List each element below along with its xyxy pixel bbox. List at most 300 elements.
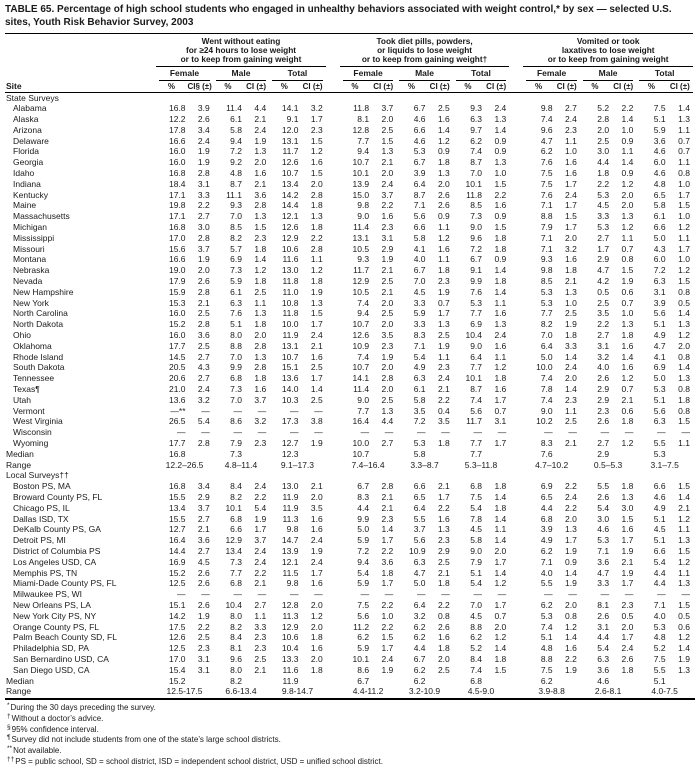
ci-cell: 2.8 — [381, 481, 394, 492]
pct-cell: — — [233, 427, 242, 438]
pct-header: % — [156, 81, 186, 93]
column-header-male: Male — [580, 67, 636, 81]
ci-cell: 3.3 — [565, 340, 577, 351]
ci-cell: 0.7 — [621, 297, 634, 308]
ci-cell: 2.2 — [381, 599, 394, 610]
empty-cell — [610, 449, 636, 460]
spacer — [326, 103, 340, 114]
section-label: Local Surveys†† — [6, 470, 69, 481]
ci-cell: 2.2 — [254, 567, 267, 578]
pct-cell: — — [600, 427, 610, 438]
spacer — [509, 67, 523, 81]
empty-cell — [299, 449, 325, 460]
pct-cell: 4.8 — [653, 178, 666, 189]
spacer — [509, 81, 523, 93]
pct-cell: 6.2 — [540, 146, 553, 157]
ci-cell: 1.9 — [254, 135, 267, 146]
ci-cell: 1.4 — [381, 524, 394, 535]
pct-cell: 6.5 — [540, 491, 553, 502]
range-cell: 4.5-9.0 — [467, 686, 495, 697]
site-cell: Chicago PS, IL — [13, 502, 70, 513]
pct-header: % — [396, 81, 426, 93]
pct-cell: 1.7 — [597, 243, 610, 254]
section-row — [5, 92, 693, 103]
pct-cell: 6.2 — [413, 632, 426, 643]
site-cell: Georgia — [13, 157, 44, 168]
pct-cell: 13.6 — [168, 394, 186, 405]
ci-cell: 1.7 — [565, 222, 577, 233]
pct-cell: 3.5 — [597, 308, 610, 319]
range-cell: 3.2-10.9 — [408, 686, 441, 697]
pct-cell: 9.0 — [470, 545, 483, 556]
spacer — [509, 103, 523, 114]
ci-cell: 2.0 — [565, 599, 577, 610]
ci-cell: 1.5 — [494, 664, 507, 675]
ci-cell: 1.4 — [310, 384, 323, 395]
ci-cell: 1.1 — [678, 524, 690, 535]
ci-cell: 2.0 — [197, 265, 210, 276]
pct-cell: 5.1 — [540, 632, 553, 643]
spacer — [326, 265, 340, 276]
ci-cell: 2.3 — [437, 276, 450, 287]
group-header-diet-pills — [340, 34, 509, 67]
spacer — [326, 190, 340, 201]
pct-cell: 7.7 — [357, 405, 370, 416]
ci-cell: 2.0 — [565, 513, 577, 524]
pct-cell: 5.1 — [653, 114, 666, 125]
ci-cell: 0.6 — [621, 405, 634, 416]
footnote — [7, 714, 695, 725]
pct-cell: 7.5 — [470, 491, 483, 502]
pct-cell: 16.4 — [352, 416, 370, 427]
pct-cell: 4.6 — [653, 146, 666, 157]
empty-cell — [483, 676, 509, 687]
ci-cell: 1.0 — [678, 254, 690, 265]
ci-cell: 3.7 — [381, 103, 394, 114]
ci-cell: 1.8 — [310, 200, 323, 211]
ci-cell: 2.0 — [310, 653, 323, 664]
ci-cell: 1.1 — [437, 254, 450, 265]
pct-cell: 7.4 — [540, 394, 553, 405]
ci-cell: 2.4 — [565, 114, 577, 125]
ci-cell: 1.6 — [494, 308, 507, 319]
table-row — [5, 265, 693, 276]
pct-cell: 10.7 — [352, 157, 370, 168]
pct-cell: 16.8 — [168, 103, 186, 114]
pct-cell: 10.6 — [281, 632, 299, 643]
pct-cell: 10.7 — [281, 351, 299, 362]
pct-cell: 3.9 — [413, 168, 426, 179]
ci-cell: 2.5 — [437, 330, 450, 341]
spacer — [509, 546, 523, 557]
pct-cell: 5.1 — [230, 319, 242, 330]
ci-cell: 1.6 — [310, 351, 323, 362]
ci-cell: — — [568, 427, 577, 438]
ci-cell: 1.6 — [310, 524, 323, 535]
pct-cell: 10.4 — [225, 599, 242, 610]
pct-cell: 8.0 — [230, 664, 242, 675]
ci-cell: 2.1 — [197, 297, 210, 308]
spacer — [326, 514, 340, 525]
footnote-marker: ** — [7, 744, 13, 752]
median-cell: 16.8 — [168, 448, 186, 459]
pct-cell: 7.3 — [230, 384, 242, 395]
ci-cell: 1.1 — [437, 222, 450, 233]
pct-cell: 5.2 — [470, 643, 483, 654]
ci-cell: 2.3 — [381, 222, 394, 233]
ci-cell: 2.7 — [565, 103, 577, 114]
pct-cell: 9.6 — [540, 124, 553, 135]
pct-cell: 18.4 — [168, 178, 186, 189]
pct-cell: 14.5 — [168, 351, 186, 362]
ci-cell: 1.1 — [621, 146, 634, 157]
pct-cell: 6.6 — [653, 481, 666, 492]
spacer — [509, 460, 523, 471]
pct-cell: 7.1 — [540, 556, 553, 567]
ci-cell: — — [257, 589, 267, 600]
ci-cell: 1.3 — [254, 211, 267, 222]
data-table — [5, 33, 693, 697]
site-cell: Delaware — [13, 135, 49, 146]
pct-cell: 16.8 — [168, 168, 186, 179]
pct-cell: 5.3 — [653, 384, 666, 395]
ci-cell: 2.5 — [197, 308, 210, 319]
pct-cell: 2.7 — [597, 232, 610, 243]
empty-cell — [667, 449, 693, 460]
summary-label: Range — [6, 459, 32, 470]
pct-cell: 11.3 — [282, 513, 299, 524]
empty-cell — [187, 676, 213, 687]
ci-cell: 1.6 — [494, 340, 507, 351]
table-row — [5, 362, 693, 373]
ci-cell: 1.8 — [437, 157, 450, 168]
pct-cell: 5.9 — [357, 643, 370, 654]
pct-cell: 6.1 — [413, 384, 426, 395]
pct-cell: 13.4 — [281, 178, 299, 189]
ci-cell: 1.9 — [254, 513, 267, 524]
pct-header: % — [636, 81, 666, 93]
ci-cell: 1.8 — [254, 373, 267, 384]
ci-cell: 1.9 — [621, 567, 634, 578]
pct-cell: 8.8 — [230, 340, 242, 351]
ci-cell: 1.0 — [565, 297, 577, 308]
empty-cell — [554, 449, 580, 460]
ci-cell: 1.9 — [310, 438, 323, 448]
ci-cell: 2.4 — [254, 481, 267, 492]
ci-cell: 1.5 — [678, 481, 690, 492]
ci-cell: 1.6 — [437, 114, 450, 125]
pct-cell: 7.0 — [413, 276, 426, 287]
pct-cell: 4.4 — [597, 157, 610, 168]
site-cell: Kentucky — [13, 189, 48, 200]
table-row — [5, 157, 693, 168]
pct-cell: 6.6 — [413, 124, 426, 135]
ci-cell: 1.1 — [494, 524, 507, 535]
pct-cell: 3.3 — [413, 319, 426, 330]
site-cell: Arizona — [13, 124, 42, 135]
pct-cell: 6.2 — [540, 599, 553, 610]
pct-cell: 2.2 — [597, 178, 610, 189]
spacer — [326, 81, 340, 93]
footnote-marker: ¶ — [7, 734, 11, 742]
spacer — [509, 492, 523, 503]
ci-cell: 1.6 — [565, 157, 577, 168]
site-cell: South Dakota — [13, 362, 65, 373]
spacer — [509, 244, 523, 255]
column-header-female: Female — [340, 67, 396, 81]
pct-cell: 7.0 — [230, 394, 242, 405]
ci-cell: 1.9 — [565, 664, 577, 675]
column-header-total: Total — [636, 67, 693, 81]
ci-cell: 3.1 — [381, 232, 394, 243]
table-header — [5, 34, 693, 93]
ci-cell: 2.0 — [565, 232, 577, 243]
pct-cell: 3.9 — [540, 524, 553, 535]
pct-cell: 6.8 — [230, 373, 242, 384]
spacer — [326, 233, 340, 244]
ci-cell: 2.0 — [437, 178, 450, 189]
pct-cell: 15.3 — [168, 297, 186, 308]
ci-cell: 1.5 — [678, 545, 690, 556]
pct-cell: 7.7 — [470, 438, 483, 448]
spacer — [326, 676, 340, 687]
pct-cell: 12.1 — [281, 211, 299, 222]
ci-cell: 1.2 — [254, 265, 267, 276]
ci-cell: 2.5 — [565, 416, 577, 427]
pct-cell: 15.1 — [168, 599, 186, 610]
column-header-male: Male — [213, 67, 269, 81]
ci-cell: 2.6 — [197, 567, 210, 578]
table-row — [5, 492, 693, 503]
spacer — [509, 589, 523, 600]
ci-cell: 2.5 — [381, 308, 394, 319]
pct-cell: 13.0 — [281, 265, 299, 276]
pct-cell: 4.2 — [597, 276, 610, 287]
table-row — [5, 481, 693, 492]
ci-cell: 2.6 — [621, 653, 634, 664]
pct-cell: 12.0 — [281, 124, 299, 135]
pct-cell: 6.1 — [230, 114, 242, 125]
footnote-text: 95% confidence interval. — [11, 724, 99, 734]
ci-cell: 2.0 — [381, 297, 394, 308]
ci-cell: 1.5 — [494, 178, 507, 189]
pct-cell: 8.3 — [540, 438, 553, 448]
ci-cell: 2.6 — [437, 189, 450, 200]
pct-cell: 2.6 — [597, 491, 610, 502]
pct-cell: 8.0 — [230, 610, 242, 621]
site-cell: New Hampshire — [13, 286, 74, 297]
ci-cell: 1.8 — [494, 502, 507, 513]
pct-cell: 5.9 — [230, 276, 242, 287]
ci-cell: 1.7 — [565, 535, 577, 546]
ci-cell: 1.8 — [437, 265, 450, 276]
ci-cell: 1.1 — [678, 124, 690, 135]
pct-header: % — [453, 81, 483, 93]
spacer — [509, 373, 523, 384]
pct-cell: 7.6 — [540, 189, 553, 200]
spacer — [326, 125, 340, 136]
ci-cell: — — [384, 589, 394, 600]
ci-cell: 1.0 — [494, 168, 507, 179]
ci-cell: 1.7 — [678, 189, 690, 200]
site-cell: Missouri — [13, 243, 45, 254]
ci-cell: 2.4 — [381, 178, 394, 189]
pct-cell: 16.0 — [168, 330, 186, 341]
pct-cell: 10.4 — [281, 643, 299, 654]
pct-cell: 4.5 — [470, 524, 483, 535]
ci-cell: — — [314, 589, 323, 600]
ci-cell: 2.1 — [381, 157, 394, 168]
pct-cell: 11.8 — [282, 276, 299, 287]
spacer — [509, 395, 523, 406]
ci-cell: 2.2 — [381, 545, 394, 556]
ci-cell: 2.3 — [254, 632, 267, 643]
spacer — [326, 67, 340, 81]
pct-cell: 10.1 — [352, 168, 370, 179]
pct-cell: 3.6 — [597, 664, 610, 675]
ci-cell: 1.6 — [437, 632, 450, 643]
empty-cell — [483, 449, 509, 460]
pct-cell: 15.1 — [281, 362, 299, 373]
spacer — [326, 308, 340, 319]
pct-cell: 13.0 — [281, 481, 299, 492]
pct-cell: 8.7 — [413, 189, 426, 200]
group-header-row — [5, 34, 693, 67]
ci-cell: 1.2 — [494, 578, 507, 589]
ci-cell: 1.4 — [494, 491, 507, 502]
pct-cell: 12.8 — [281, 599, 299, 610]
pct-cell: 4.4 — [653, 567, 666, 578]
ci-cell: 1.5 — [678, 599, 690, 610]
pct-cell: 3.5 — [413, 405, 426, 416]
ci-cell: 3.9 — [197, 103, 210, 114]
pct-cell: 13.6 — [281, 373, 299, 384]
spacer — [326, 686, 340, 697]
spacer — [509, 308, 523, 319]
spacer — [326, 362, 340, 373]
ci-cell: 0.8 — [678, 168, 690, 179]
ci-header: CI (±) — [243, 81, 269, 93]
median-cell: 6.8 — [470, 675, 483, 686]
pct-cell: 2.7 — [597, 330, 610, 341]
spacer — [509, 438, 523, 449]
pct-cell: 7.5 — [540, 178, 553, 189]
ci-cell: 2.5 — [197, 632, 210, 643]
pct-cell: 13.9 — [281, 545, 299, 556]
spacer — [326, 179, 340, 190]
spacer — [509, 136, 523, 147]
pct-cell: 8.5 — [470, 200, 483, 211]
pct-cell: 8.3 — [413, 330, 426, 341]
ci-cell: 2.0 — [254, 330, 267, 341]
ci-cell: 2.1 — [437, 481, 450, 492]
ci-cell: 0.5 — [678, 297, 690, 308]
pct-cell: 16.0 — [168, 157, 186, 168]
ci-cell: 1.4 — [494, 124, 507, 135]
ci-cell: 1.1 — [437, 351, 450, 362]
table-row — [5, 319, 693, 330]
ci-cell: 2.0 — [310, 491, 323, 502]
ci-cell: 1.9 — [381, 254, 394, 265]
ci-cell: 2.5 — [254, 286, 267, 297]
pct-cell: — — [473, 589, 483, 600]
range-cell: 5.3–11.8 — [464, 459, 498, 470]
pct-cell: — — [360, 427, 370, 438]
pct-cell: 2.5 — [597, 135, 610, 146]
pct-cell: 6.3 — [413, 556, 426, 567]
spacer — [326, 503, 340, 514]
ci-cell: 2.1 — [254, 664, 267, 675]
ci-cell: 1.7 — [494, 599, 507, 610]
pct-cell: 4.3 — [653, 243, 666, 254]
spacer — [326, 168, 340, 179]
ci-cell: 2.7 — [381, 438, 394, 448]
footnote — [7, 735, 695, 746]
ci-cell: 1.3 — [254, 146, 267, 157]
pct-cell: 7.9 — [470, 556, 483, 567]
pct-cell: 10.6 — [281, 243, 299, 254]
table-row — [5, 125, 693, 136]
pct-cell: 17.1 — [168, 211, 186, 222]
ci-cell: 1.1 — [494, 297, 507, 308]
pct-cell: 8.7 — [470, 157, 483, 168]
pct-cell: 3.0 — [597, 146, 610, 157]
pct-cell: 8.6 — [357, 664, 370, 675]
site-cell: San Bernardino USD, CA — [13, 653, 109, 664]
ci-cell: 2.0 — [678, 340, 690, 351]
pct-cell: 26.5 — [168, 416, 186, 427]
spacer — [326, 535, 340, 546]
pct-cell: 6.7 — [413, 157, 426, 168]
ci-cell: 0.7 — [437, 297, 450, 308]
ci-cell: 1.9 — [437, 286, 450, 297]
ci-cell: 1.6 — [494, 200, 507, 211]
pct-cell: 5.3 — [653, 621, 666, 632]
ci-cell: 4.4 — [381, 416, 394, 427]
table-row — [5, 600, 693, 611]
pct-cell: 7.3 — [230, 265, 242, 276]
pct-cell: 12.7 — [281, 438, 299, 448]
spacer — [326, 427, 340, 438]
ci-cell: 1.7 — [621, 632, 634, 643]
pct-cell: 10.5 — [352, 243, 370, 254]
pct-cell: 5.4 — [597, 502, 610, 513]
footnote — [7, 725, 695, 736]
ci-cell: 1.3 — [494, 157, 507, 168]
ci-header: CI (±) — [427, 81, 453, 93]
pct-cell: 8.7 — [470, 384, 483, 395]
median-cell: 6.2 — [413, 675, 426, 686]
site-cell: Alabama — [13, 103, 47, 114]
ci-header: CI (±) — [610, 81, 636, 93]
pct-cell: 7.7 — [470, 308, 483, 319]
ci-cell: 2.7 — [254, 599, 267, 610]
spacer — [509, 298, 523, 309]
range-cell: 4.8–11.4 — [224, 459, 258, 470]
ci-cell: 1.7 — [494, 394, 507, 405]
pct-cell: 9.9 — [470, 276, 483, 287]
spacer — [509, 233, 523, 244]
site-cell: Wyoming — [13, 438, 49, 448]
ci-cell: 2.4 — [565, 189, 577, 200]
pct-cell: 3.2 — [597, 351, 610, 362]
ci-cell: 2.2 — [437, 599, 450, 610]
pct-cell: 14.1 — [352, 373, 370, 384]
ci-cell: 2.3 — [565, 124, 577, 135]
group-header-line: laxatives to lose weight — [561, 45, 655, 55]
range-cell: 12.5-17.5 — [166, 686, 203, 697]
ci-cell: — — [257, 405, 267, 416]
